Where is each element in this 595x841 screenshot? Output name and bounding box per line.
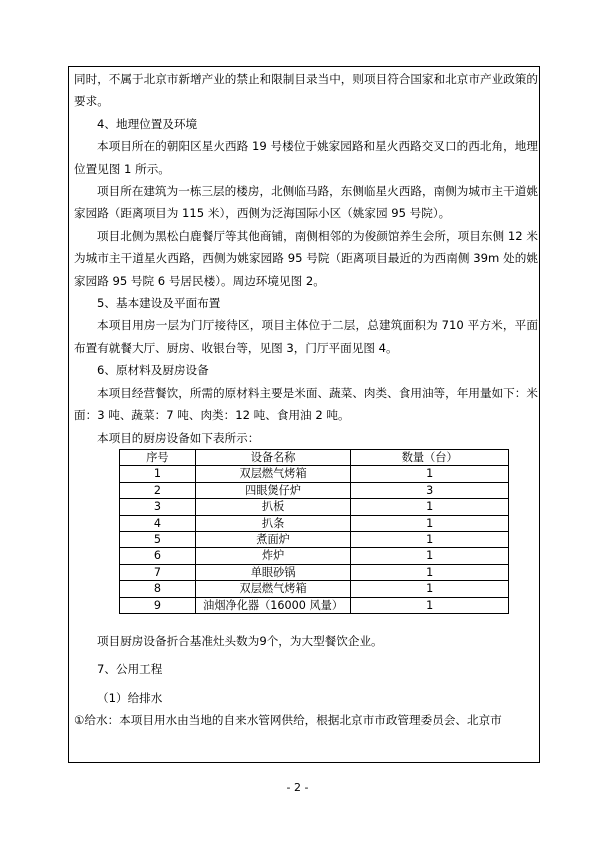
surroundings-paragraph: 项目北侧为黑松白鹿餐厅等其他商铺，南侧相邻的为俊颜馆养生会所，项目东侧 12 米为城市主干道星火西路，西侧为姚家园路 95 号院（距离项目最近的为西南侧 39m 处的姚家园路 95 号院 6 号居民楼）。周边环境见图 2。 bbox=[74, 228, 538, 288]
cell-serial: 1 bbox=[120, 466, 196, 482]
cell-serial: 3 bbox=[120, 499, 196, 515]
cell-serial: 7 bbox=[120, 564, 196, 580]
table-header-row bbox=[120, 449, 509, 465]
header-quantity: 数量（台） bbox=[351, 449, 509, 465]
table-row bbox=[120, 548, 509, 564]
cell-serial: 2 bbox=[120, 482, 196, 498]
stove-count-paragraph: 项目厨房设备折合基准灶头数为9个，为大型餐饮企业。 bbox=[97, 633, 383, 648]
cell-equipment-name: 炸炉 bbox=[195, 548, 351, 564]
equipment-intro-paragraph: 本项目的厨房设备如下表所示： bbox=[97, 430, 260, 445]
cell-equipment-name: 双层燃气烤箱 bbox=[195, 466, 351, 482]
cell-quantity: 1 bbox=[351, 548, 509, 564]
section-heading-utilities: 7、公用工程 bbox=[97, 662, 163, 677]
section-heading-location: 4、地理位置及环境 bbox=[97, 116, 198, 131]
table-spacer bbox=[74, 614, 538, 620]
table-row bbox=[120, 499, 509, 515]
table-row bbox=[120, 515, 509, 531]
cell-equipment-name: 油烟净化器（16000 风量） bbox=[195, 597, 351, 613]
cell-serial: 6 bbox=[120, 548, 196, 564]
cell-equipment-name: 双层燃气烤箱 bbox=[195, 581, 351, 597]
materials-paragraph: 本项目经营餐饮，所需的原材料主要是米面、蔬菜、肉类、食用油等，年用量如下：米面：3 吨、蔬菜：7 吨、肉类：12 吨、食用油 2 吨。 bbox=[74, 385, 538, 423]
cell-equipment-name: 煮面炉 bbox=[195, 531, 351, 547]
cell-quantity: 3 bbox=[351, 482, 509, 498]
table-row bbox=[120, 466, 509, 482]
section-heading-materials: 6、原材料及厨房设备 bbox=[97, 363, 209, 378]
kitchen-equipment-table bbox=[119, 449, 509, 614]
policy-conclusion-paragraph: 同时，不属于北京市新增产业的禁止和限制目录当中，则项目符合国家和北京市产业政策的要求。 bbox=[74, 72, 538, 109]
cell-quantity: 1 bbox=[351, 466, 509, 482]
subheading-water: （1）给排水 bbox=[97, 690, 163, 705]
cell-equipment-name: 单眼砂锅 bbox=[195, 564, 351, 580]
cell-serial: 9 bbox=[120, 597, 196, 613]
water-supply-paragraph: ①给水：本项目用水由当地的自来水管网供给，根据北京市市政管理委员会、北京市 bbox=[74, 713, 502, 728]
header-serial: 序号 bbox=[120, 449, 196, 465]
cell-serial: 5 bbox=[120, 531, 196, 547]
building-paragraph: 项目所在建筑为一栋三层的楼房，北侧临马路，东侧临星火西路，南侧为城市主干道姚家园路（距离项目为 115 米），西侧为泛海国际小区（姚家园 95 号院）。 bbox=[74, 184, 538, 221]
table-row bbox=[120, 531, 509, 547]
cell-quantity: 1 bbox=[351, 531, 509, 547]
table-row bbox=[120, 581, 509, 597]
location-paragraph: 本项目所在的朝阳区星火西路 19 号楼位于姚家园路和星火西路交叉口的西北角，地理位置见图 1 所示。 bbox=[74, 139, 538, 176]
cell-equipment-name: 扒条 bbox=[195, 515, 351, 531]
section-heading-layout: 5、基本建设及平面布置 bbox=[97, 296, 221, 311]
table-row bbox=[120, 564, 509, 580]
page-number: - 2 - bbox=[286, 781, 309, 794]
cell-quantity: 1 bbox=[351, 597, 509, 613]
cell-quantity: 1 bbox=[351, 499, 509, 515]
layout-paragraph: 本项目用房一层为门厅接待区，项目主体位于二层，总建筑面积为 710 平方米，平面布置有就餐大厅、厨房、收银台等，见图 3，门厅平面见图 4。 bbox=[74, 318, 538, 355]
document-body bbox=[74, 68, 538, 732]
header-equipment-name: 设备名称 bbox=[195, 449, 351, 465]
cell-equipment-name: 扒板 bbox=[195, 499, 351, 515]
cell-serial: 8 bbox=[120, 581, 196, 597]
table-row bbox=[120, 482, 509, 498]
table-row bbox=[120, 597, 509, 613]
cell-quantity: 1 bbox=[351, 581, 509, 597]
cell-quantity: 1 bbox=[351, 564, 509, 580]
cell-serial: 4 bbox=[120, 515, 196, 531]
cell-equipment-name: 四眼煲仔炉 bbox=[195, 482, 351, 498]
cell-quantity: 1 bbox=[351, 515, 509, 531]
